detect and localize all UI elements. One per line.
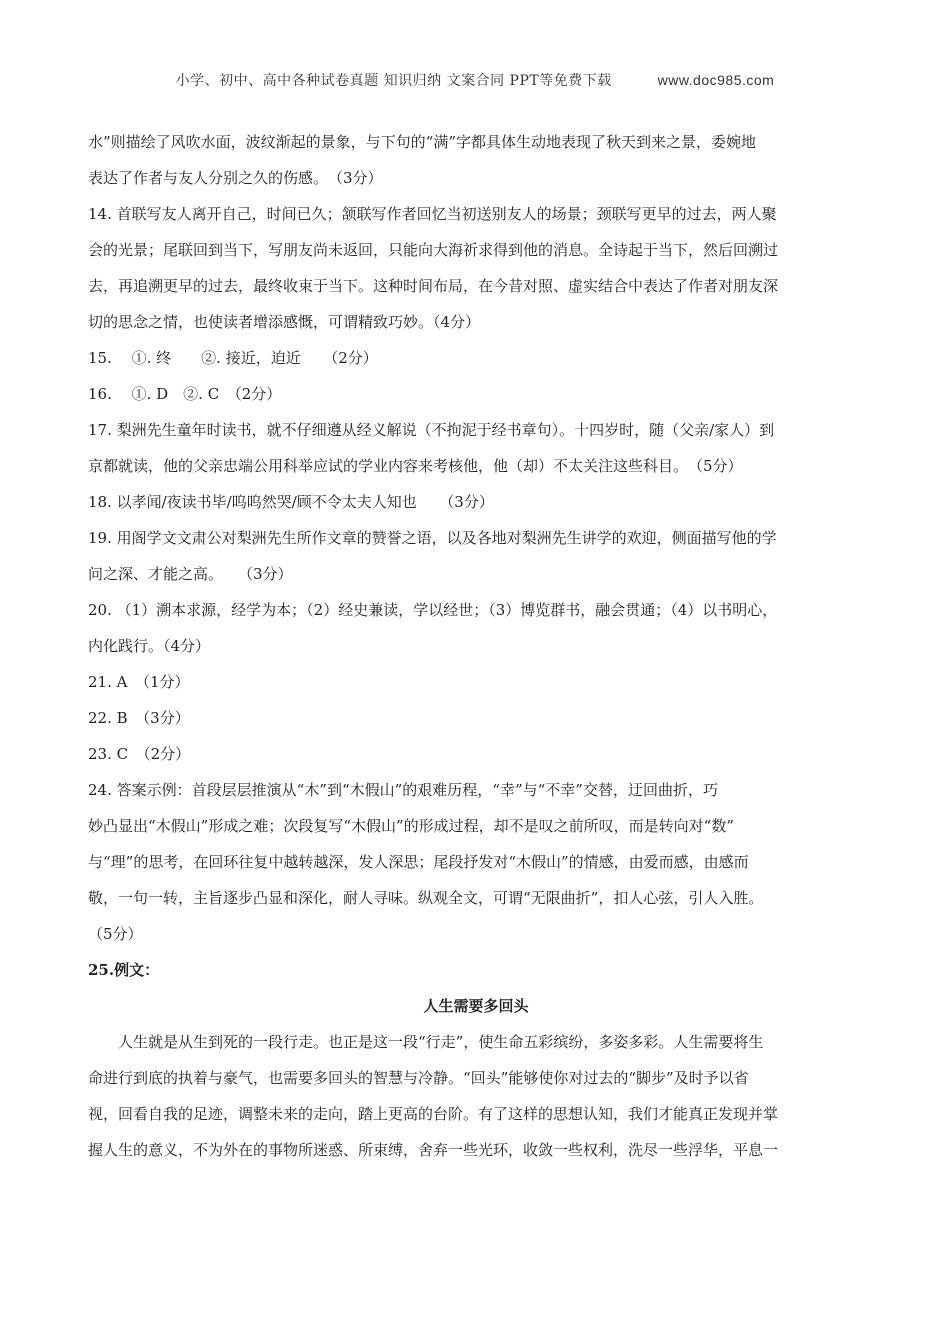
header-site: www.doc985.com bbox=[657, 72, 775, 88]
answer-15: 15. ①. 终 ②. 接近，迫近 （2分） bbox=[88, 349, 378, 367]
answer-14: 14. 首联写友人离开自己，时间已久；颔联写作者回忆当初送别友人的场景；颈联写更早的过去，两人聚 bbox=[88, 205, 777, 223]
essay-line: 视，回看自我的足迹，调整未来的走向，踏上更高的台阶。有了这样的思想认知，我们才能真正发现并掌 bbox=[88, 1105, 779, 1123]
text-line: 表达了作者与友人分别之久的伤感。 （3分） bbox=[88, 169, 383, 187]
answer-21: 21. A （1分） bbox=[88, 673, 190, 691]
essay-title: 人生需要多回头 bbox=[423, 997, 529, 1015]
essay-label: 25.例文： bbox=[88, 961, 160, 979]
page-header bbox=[0, 70, 950, 90]
answer-16: 16. ①. D ②. C （2分） bbox=[88, 385, 282, 403]
header-text: 小学、初中、高中各种试卷真题 知识归纳 文案合同 PPT等免费下载 bbox=[175, 73, 612, 89]
essay-line: 人生就是从生到死的一段行走。也正是这一段“行走”，使生命五彩缤纷，多姿多彩。人生需要将生 bbox=[118, 1033, 764, 1051]
answer-22: 22. B （3分） bbox=[88, 709, 190, 727]
answer-20: 20. （1）溯本求源，经学为本；（2）经史兼读，学以经世；（3）博览群书，融会贯通；（4）以书明心， bbox=[88, 601, 778, 619]
answer-19: 19. 用阁学文文肃公对梨洲先生所作文章的赞誉之语，以及各地对梨洲先生讲学的欢迎，侧面描写他的学 bbox=[88, 529, 777, 547]
text-line: 会的光景；尾联回到当下，写朋友尚未返回，只能向大海祈求得到他的消息。全诗起于当下，然后回溯过 bbox=[88, 241, 779, 259]
text-line: 切的思念之情，也使读者增添感慨，可谓精致巧妙。（4分） bbox=[88, 313, 481, 331]
answer-23: 23. C （2分） bbox=[88, 745, 191, 763]
text-line: 妙凸显出“木假山”形成之难；次段复写“木假山”的形成过程，却不是叹之前所叹，而是转向对“数” bbox=[88, 817, 735, 835]
answer-17: 17. 梨洲先生童年时读书，就不仔细遵从经义解说（不拘泥于经书章句）。十四岁时，随（父亲/家人）到 bbox=[88, 421, 775, 439]
answer-content bbox=[88, 124, 864, 1168]
text-line: 问之深、才能之高。 （3分） bbox=[88, 565, 293, 583]
essay-line: 命进行到底的执着与豪气，也需要多回头的智慧与冷静。“回头”能够使你对过去的“脚步”及时予以省 bbox=[88, 1069, 749, 1087]
text-line: （5分） bbox=[88, 925, 143, 943]
text-line: 与“理”的思考，在回环往复中越转越深，发人深思；尾段抒发对“木假山”的情感，由爱而感，由感而 bbox=[88, 853, 749, 871]
essay-line: 握人生的意义，不为外在的事物所迷惑、所束缚，舍弃一些光环，收敛一些权利，洗尽一些浮华，平息一 bbox=[88, 1141, 779, 1159]
text-line: 敬，一句一转，主旨逐步凸显和深化，耐人寻味。纵观全文，可谓“无限曲折”，扣人心弦，引人入胜。 bbox=[88, 889, 764, 907]
text-line: 去，再追溯更早的过去，最终收束于当下。这种时间布局，在今昔对照、虚实结合中表达了作者对朋友深 bbox=[88, 277, 779, 295]
answer-24: 24. 答案示例：首段层层推演从“木”到“木假山”的艰难历程，“幸”与“不幸”交替，迂回曲折，巧 bbox=[88, 781, 718, 799]
text-line: 京都就读，他的父亲忠端公用科举应试的学业内容来考核他，他（却）不太关注这些科目。 （5分） bbox=[88, 457, 743, 475]
text-line: 水”则描绘了风吹水面，波纹渐起的景象，与下句的“满”字都具体生动地表现了秋天到来之景，委婉地 bbox=[88, 133, 757, 151]
text-line: 内化践行。（4分） bbox=[88, 637, 211, 655]
answer-18: 18. 以孝闻/夜读书毕/呜呜然哭/顾不令太夫人知也 （3分） bbox=[88, 493, 494, 511]
